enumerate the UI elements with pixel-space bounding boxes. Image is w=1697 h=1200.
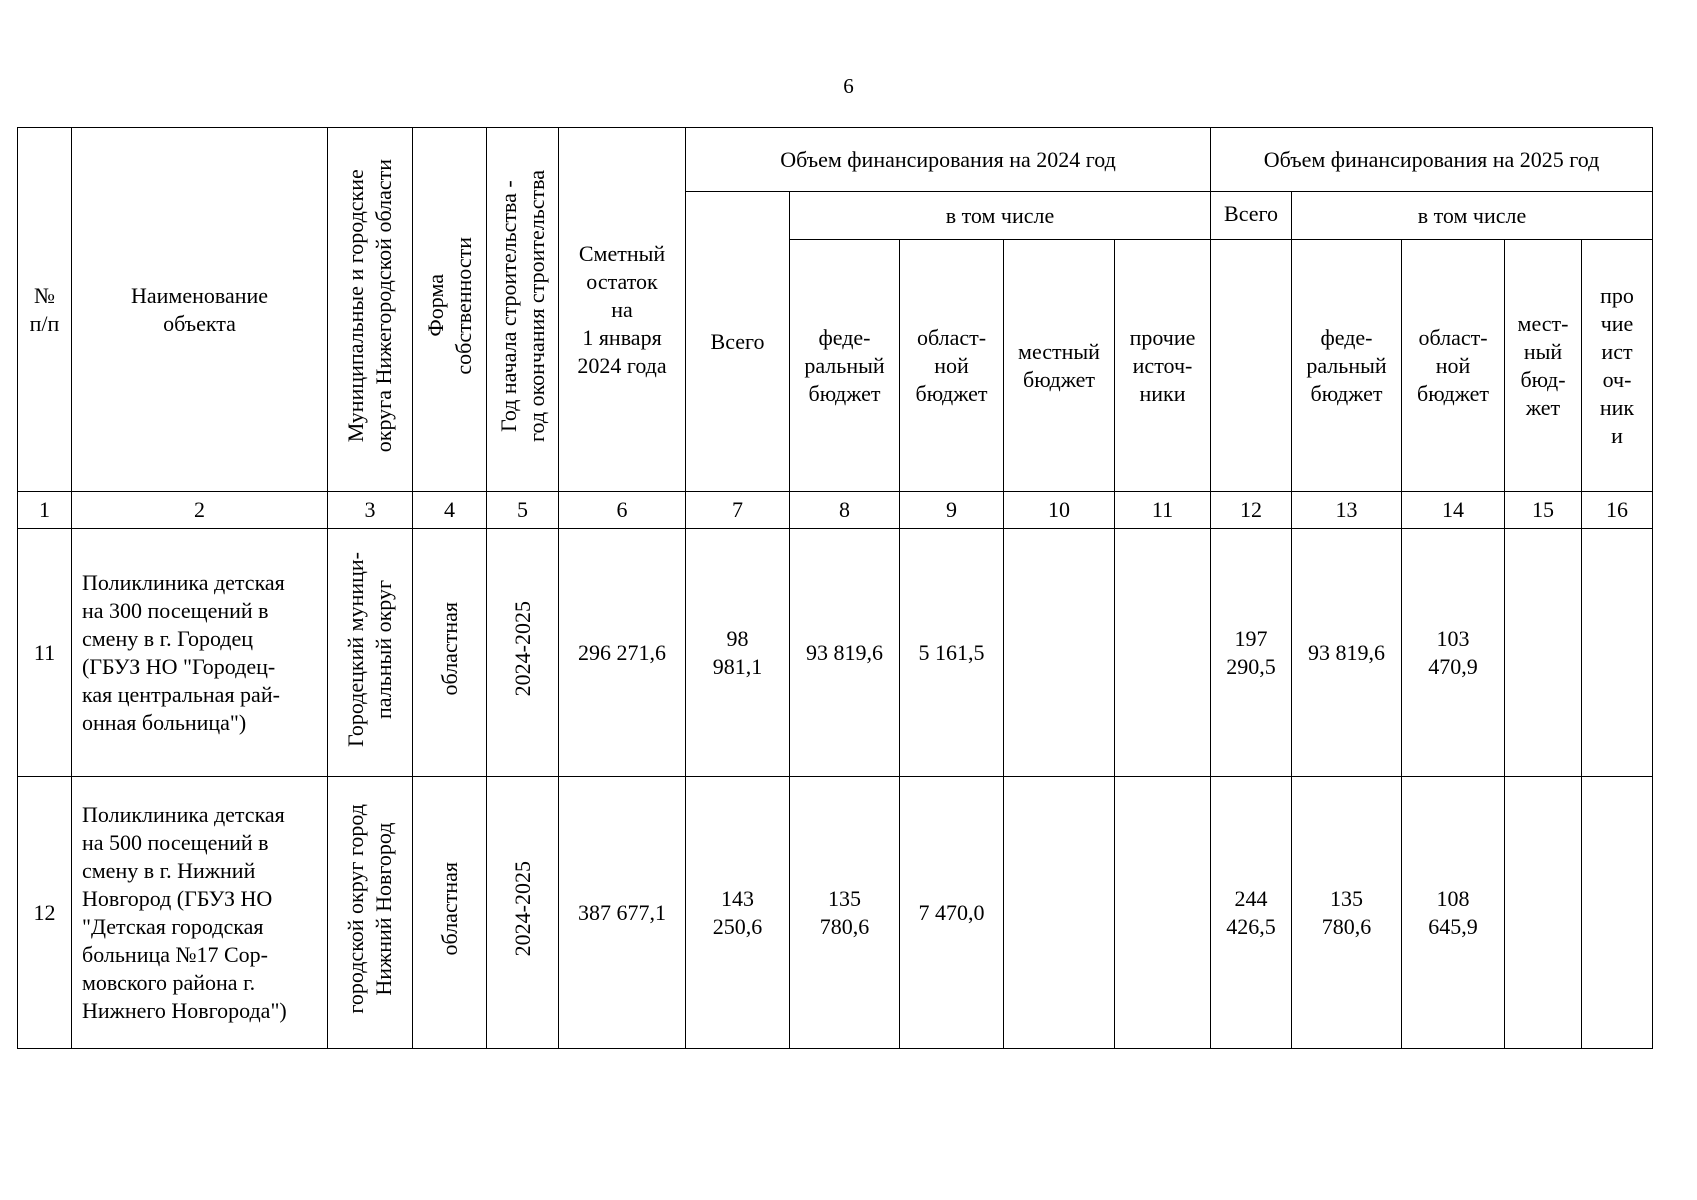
header-total-2025-cont	[1211, 240, 1292, 492]
column-number: 14	[1402, 492, 1505, 529]
column-number: 4	[413, 492, 487, 529]
fed-2025: 93 819,6	[1292, 529, 1402, 777]
header-ownership-cell	[413, 128, 487, 492]
page-number: 6	[843, 74, 854, 98]
object-name: Поликлиника детская на 500 посещений в смену в г. Нижний Новгород (ГБУЗ НО "Детская городская больница №17 Сор- мовского района г. Нижнего Новгорода")	[72, 777, 328, 1049]
header-object-name: Наименование объекта	[72, 128, 328, 492]
header-district-cell	[328, 128, 413, 492]
header-loc-2024: местный бюджет	[1004, 240, 1115, 492]
district-cell	[328, 777, 413, 1049]
column-number: 9	[900, 492, 1004, 529]
district-cell	[328, 529, 413, 777]
total-2024: 98 981,1	[686, 529, 790, 777]
header-total-2025: Всего	[1211, 192, 1292, 240]
header-loc-2025: мест- ный бюд- жет	[1505, 240, 1582, 492]
row-number: 12	[18, 777, 72, 1049]
header-fin-2024: Объем финансирования на 2024 год	[686, 128, 1211, 192]
column-number: 5	[487, 492, 559, 529]
header-oth-2024: прочие источ- ники	[1115, 240, 1211, 492]
header-oth-2025: про чие ист оч- ник и	[1582, 240, 1653, 492]
total-2024: 143 250,6	[686, 777, 790, 1049]
loc-2024	[1004, 777, 1115, 1049]
fed-2024: 135 780,6	[790, 777, 900, 1049]
oth-2024	[1115, 777, 1211, 1049]
column-number-row	[18, 492, 1653, 529]
column-number: 16	[1582, 492, 1653, 529]
ownership: областная	[436, 862, 462, 956]
header-fin-2025: Объем финансирования на 2025 год	[1211, 128, 1653, 192]
header-total-2024: Всего	[686, 192, 790, 492]
header-district: Муниципальные и городские округа Нижегородской области	[343, 159, 396, 453]
header-number: № п/п	[18, 128, 72, 492]
reg-2024: 7 470,0	[900, 777, 1004, 1049]
column-number: 15	[1505, 492, 1582, 529]
column-number: 7	[686, 492, 790, 529]
header-incl-2024: в том числе	[790, 192, 1211, 240]
row-number: 11	[18, 529, 72, 777]
header-reg-2024: област- ной бюджет	[900, 240, 1004, 492]
object-name: Поликлиника детская на 300 посещений в смену в г. Городец (ГБУЗ НО "Городец- кая центральная рай- онная больница")	[72, 529, 328, 777]
years: 2024-2025	[509, 861, 535, 957]
years: 2024-2025	[509, 601, 535, 697]
financing-table	[17, 127, 1653, 1049]
district: Городецкий муници- пальный округ	[343, 551, 396, 747]
column-number: 3	[328, 492, 413, 529]
header-years-cell	[487, 128, 559, 492]
total-2025: 244 426,5	[1211, 777, 1292, 1049]
reg-2025: 103 470,9	[1402, 529, 1505, 777]
years-cell	[487, 529, 559, 777]
header-years: Год начала строительства - год окончания строительства	[495, 170, 549, 442]
loc-2025	[1505, 777, 1582, 1049]
table-row	[18, 777, 1653, 1049]
column-number: 2	[72, 492, 328, 529]
column-number: 1	[18, 492, 72, 529]
header-balance: Сметный остаток на 1 января 2024 года	[559, 128, 686, 492]
column-number: 13	[1292, 492, 1402, 529]
balance: 387 677,1	[559, 777, 686, 1049]
ownership-cell	[413, 529, 487, 777]
total-2025: 197 290,5	[1211, 529, 1292, 777]
header-ownership: Форма собственности	[422, 237, 476, 375]
reg-2025: 108 645,9	[1402, 777, 1505, 1049]
oth-2025	[1582, 777, 1653, 1049]
district: городской округ город Нижний Новгород	[343, 804, 396, 1014]
header-incl-2025: в том числе	[1292, 192, 1653, 240]
header-fed-2024: феде- ральный бюджет	[790, 240, 900, 492]
fed-2025: 135 780,6	[1292, 777, 1402, 1049]
fed-2024: 93 819,6	[790, 529, 900, 777]
table-row	[18, 529, 1653, 777]
header-fed-2025: феде- ральный бюджет	[1292, 240, 1402, 492]
header-row-1	[18, 128, 1653, 192]
column-number: 12	[1211, 492, 1292, 529]
column-number: 6	[559, 492, 686, 529]
column-number: 10	[1004, 492, 1115, 529]
column-number: 11	[1115, 492, 1211, 529]
header-reg-2025: област- ной бюджет	[1402, 240, 1505, 492]
oth-2025	[1582, 529, 1653, 777]
balance: 296 271,6	[559, 529, 686, 777]
loc-2024	[1004, 529, 1115, 777]
loc-2025	[1505, 529, 1582, 777]
ownership: областная	[436, 602, 462, 696]
oth-2024	[1115, 529, 1211, 777]
ownership-cell	[413, 777, 487, 1049]
reg-2024: 5 161,5	[900, 529, 1004, 777]
column-number: 8	[790, 492, 900, 529]
years-cell	[487, 777, 559, 1049]
